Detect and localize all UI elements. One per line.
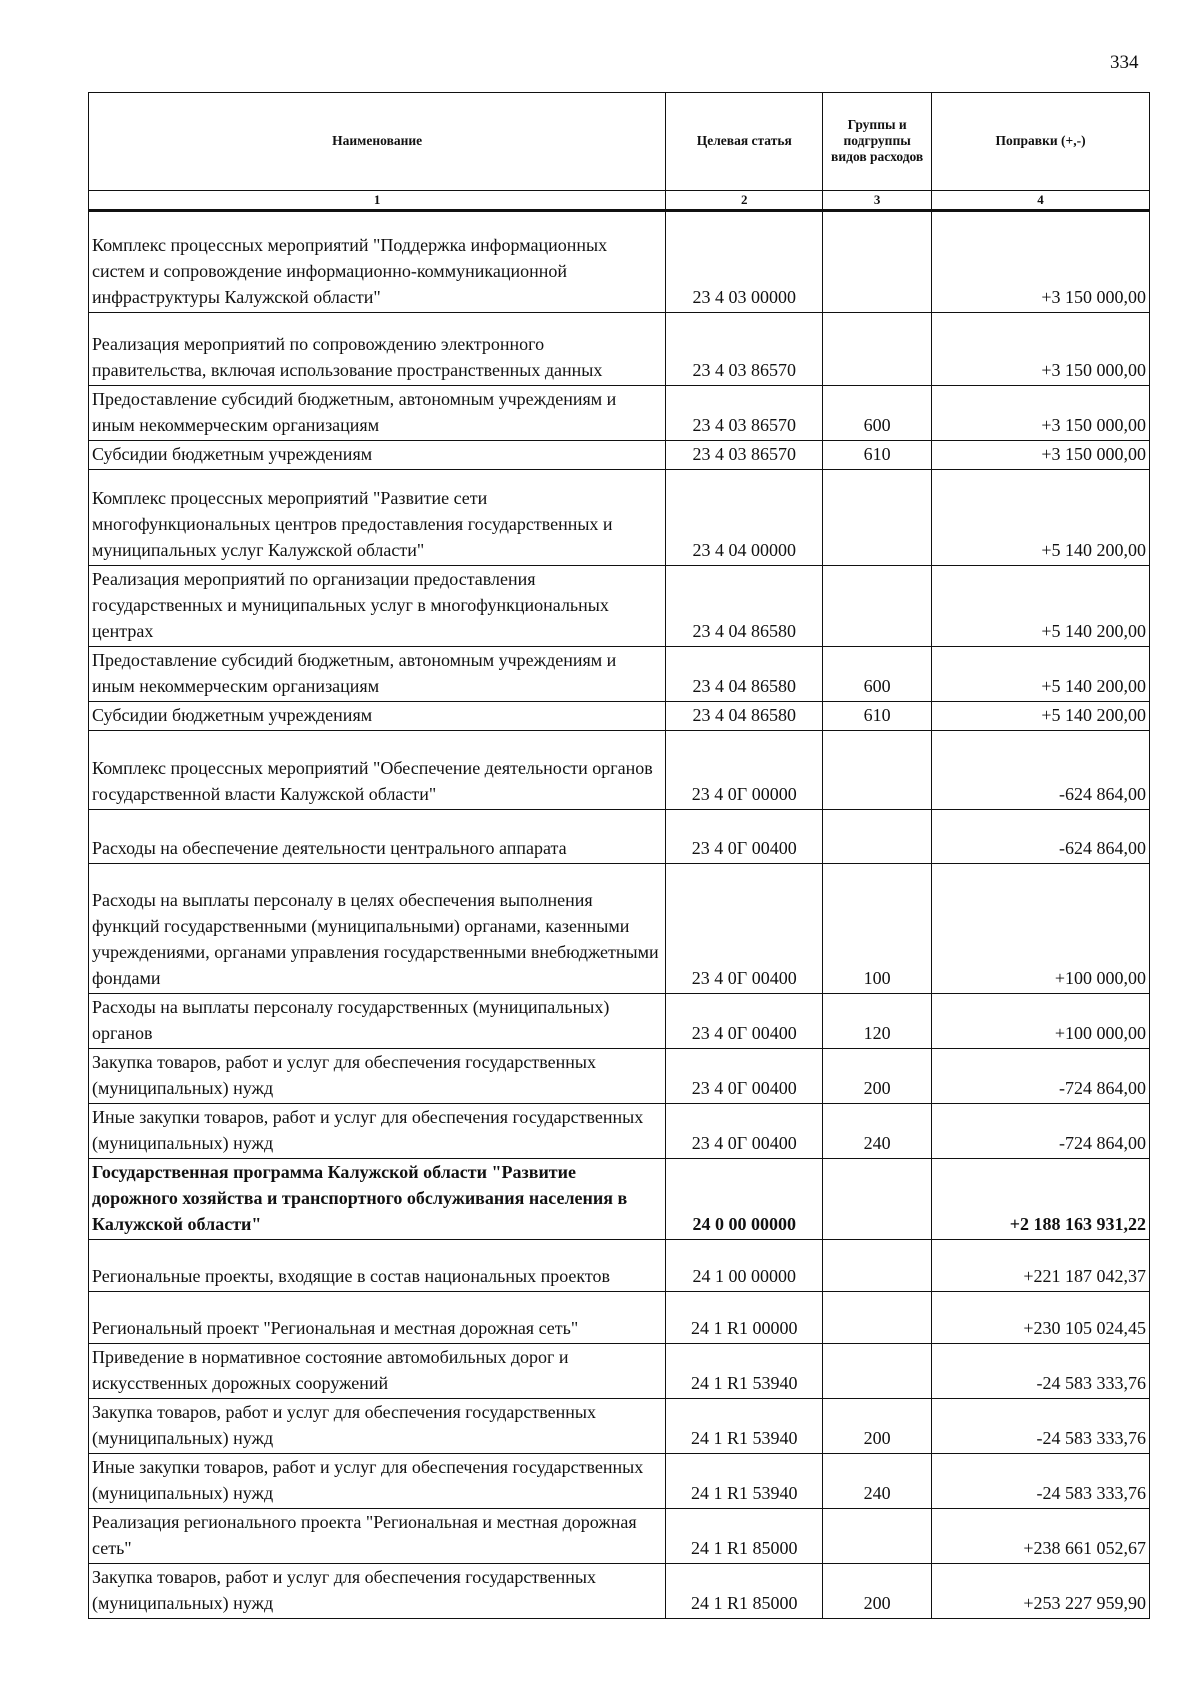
row-target-article: 24 1 R1 53940: [666, 1344, 823, 1399]
row-expense-group: [823, 810, 932, 864]
row-target-article: 23 4 0Г 00000: [666, 731, 823, 810]
table-row: [89, 313, 1150, 386]
table-row: [89, 1509, 1150, 1564]
table-row: [89, 1104, 1150, 1159]
table-row: [89, 566, 1150, 647]
row-target-article: 23 4 03 86570: [666, 441, 823, 470]
row-expense-group: 240: [823, 1454, 932, 1509]
row-target-article: 23 4 03 86570: [666, 313, 823, 386]
row-amendment: +238 661 052,67: [932, 1509, 1150, 1564]
table-row: [89, 1159, 1150, 1240]
row-name: Субсидии бюджетным учреждениям: [89, 441, 666, 470]
row-expense-group: 120: [823, 994, 932, 1049]
row-expense-group: [823, 566, 932, 647]
row-name: Комплекс процессных мероприятий "Обеспечение деятельности органов государственной власти Калужской области": [89, 731, 666, 810]
row-target-article: 23 4 0Г 00400: [666, 1049, 823, 1104]
row-amendment: +100 000,00: [932, 994, 1150, 1049]
row-target-article: 23 4 04 00000: [666, 470, 823, 566]
row-expense-group: 610: [823, 441, 932, 470]
row-name: Субсидии бюджетным учреждениям: [89, 702, 666, 731]
row-target-article: 23 4 04 86580: [666, 647, 823, 702]
row-target-article: 23 4 03 00000: [666, 211, 823, 313]
row-name: Расходы на обеспечение деятельности центрального аппарата: [89, 810, 666, 864]
row-target-article: 24 0 00 00000: [666, 1159, 823, 1240]
row-target-article: 24 1 R1 53940: [666, 1454, 823, 1509]
table-row: [89, 1454, 1150, 1509]
table-row: [89, 810, 1150, 864]
row-name: Комплекс процессных мероприятий "Поддержка информационных систем и сопровождение информационно-коммуникационной инфраструктуры Калужской области": [89, 211, 666, 313]
row-expense-group: [823, 1344, 932, 1399]
header-target-article: Целевая статья: [666, 93, 823, 191]
row-expense-group: [823, 1159, 932, 1240]
row-name: Реализация мероприятий по организации предоставления государственных и муниципальных услуг в многофункциональных центрах: [89, 566, 666, 647]
row-amendment: +253 227 959,90: [932, 1564, 1150, 1619]
row-name: Закупка товаров, работ и услуг для обеспечения государственных (муниципальных) нужд: [89, 1049, 666, 1104]
row-amendment: +5 140 200,00: [932, 702, 1150, 731]
row-expense-group: [823, 470, 932, 566]
row-amendment: -24 583 333,76: [932, 1344, 1150, 1399]
row-expense-group: 600: [823, 647, 932, 702]
row-expense-group: [823, 1509, 932, 1564]
row-expense-group: 600: [823, 386, 932, 441]
table-row: [89, 702, 1150, 731]
row-amendment: +5 140 200,00: [932, 566, 1150, 647]
row-amendment: +100 000,00: [932, 864, 1150, 994]
table-row: [89, 386, 1150, 441]
row-expense-group: 240: [823, 1104, 932, 1159]
row-amendment: -24 583 333,76: [932, 1454, 1150, 1509]
page-number: 334: [1110, 52, 1139, 73]
row-name: Региональный проект "Региональная и местная дорожная сеть": [89, 1292, 666, 1344]
row-target-article: 23 4 0Г 00400: [666, 864, 823, 994]
table-row: [89, 1049, 1150, 1104]
row-name: Закупка товаров, работ и услуг для обеспечения государственных (муниципальных) нужд: [89, 1399, 666, 1454]
header-name: Наименование: [89, 93, 666, 191]
row-target-article: 23 4 03 86570: [666, 386, 823, 441]
row-expense-group: [823, 731, 932, 810]
row-expense-group: [823, 313, 932, 386]
table-row: [89, 864, 1150, 994]
row-target-article: 23 4 0Г 00400: [666, 994, 823, 1049]
column-number-2: 2: [666, 191, 823, 211]
row-amendment: -624 864,00: [932, 731, 1150, 810]
column-number-4: 4: [932, 191, 1150, 211]
row-target-article: 23 4 04 86580: [666, 566, 823, 647]
row-amendment: -624 864,00: [932, 810, 1150, 864]
table-row: [89, 731, 1150, 810]
row-amendment: +3 150 000,00: [932, 313, 1150, 386]
row-name: Предоставление субсидий бюджетным, автономным учреждениям и иным некоммерческим организациям: [89, 386, 666, 441]
row-amendment: +3 150 000,00: [932, 386, 1150, 441]
row-name: Закупка товаров, работ и услуг для обеспечения государственных (муниципальных) нужд: [89, 1564, 666, 1619]
row-target-article: 23 4 0Г 00400: [666, 1104, 823, 1159]
table-row: [89, 1240, 1150, 1292]
row-amendment: +3 150 000,00: [932, 441, 1150, 470]
header-expense-groups: Группы и подгруппы видов расходов: [823, 93, 932, 191]
table-row: [89, 1292, 1150, 1344]
header-amendments: Поправки (+,-): [932, 93, 1150, 191]
row-target-article: 24 1 R1 85000: [666, 1509, 823, 1564]
row-amendment: -724 864,00: [932, 1104, 1150, 1159]
row-amendment: +5 140 200,00: [932, 647, 1150, 702]
row-name: Расходы на выплаты персоналу государственных (муниципальных) органов: [89, 994, 666, 1049]
row-target-article: 24 1 R1 85000: [666, 1564, 823, 1619]
row-expense-group: [823, 1240, 932, 1292]
row-amendment: -24 583 333,76: [932, 1399, 1150, 1454]
row-expense-group: [823, 211, 932, 313]
table-row: [89, 994, 1150, 1049]
row-target-article: 24 1 R1 00000: [666, 1292, 823, 1344]
row-name: Региональные проекты, входящие в состав национальных проектов: [89, 1240, 666, 1292]
table-row: [89, 211, 1150, 313]
column-number-1: 1: [89, 191, 666, 211]
row-name: Государственная программа Калужской области "Развитие дорожного хозяйства и транспортного обслуживания населения в Калужской области": [89, 1159, 666, 1240]
row-amendment: +5 140 200,00: [932, 470, 1150, 566]
row-name: Реализация регионального проекта "Региональная и местная дорожная сеть": [89, 1509, 666, 1564]
row-target-article: 24 1 R1 53940: [666, 1399, 823, 1454]
row-name: Иные закупки товаров, работ и услуг для обеспечения государственных (муниципальных) нужд: [89, 1104, 666, 1159]
row-amendment: +221 187 042,37: [932, 1240, 1150, 1292]
table-header: [89, 93, 1150, 211]
row-target-article: 24 1 00 00000: [666, 1240, 823, 1292]
row-name: Реализация мероприятий по сопровождению электронного правительства, включая использование пространственных данных: [89, 313, 666, 386]
row-target-article: 23 4 04 86580: [666, 702, 823, 731]
table-row: [89, 1564, 1150, 1619]
row-name: Предоставление субсидий бюджетным, автономным учреждениям и иным некоммерческим организациям: [89, 647, 666, 702]
row-expense-group: 200: [823, 1399, 932, 1454]
row-name: Расходы на выплаты персоналу в целях обеспечения выполнения функций государственными (муниципальными) органами, казенными учреждениями, органами управления государственными внебюджетными фондами: [89, 864, 666, 994]
row-name: Иные закупки товаров, работ и услуг для обеспечения государственных (муниципальных) нужд: [89, 1454, 666, 1509]
table-row: [89, 441, 1150, 470]
row-expense-group: [823, 1292, 932, 1344]
row-expense-group: 100: [823, 864, 932, 994]
row-expense-group: 610: [823, 702, 932, 731]
column-number-3: 3: [823, 191, 932, 211]
table-row: [89, 470, 1150, 566]
row-expense-group: 200: [823, 1564, 932, 1619]
row-amendment: +230 105 024,45: [932, 1292, 1150, 1344]
row-expense-group: 200: [823, 1049, 932, 1104]
budget-amendments-table: [88, 92, 1150, 1619]
row-amendment: -724 864,00: [932, 1049, 1150, 1104]
row-target-article: 23 4 0Г 00400: [666, 810, 823, 864]
table-row: [89, 647, 1150, 702]
row-amendment: +2 188 163 931,22: [932, 1159, 1150, 1240]
table-row: [89, 1399, 1150, 1454]
row-amendment: +3 150 000,00: [932, 211, 1150, 313]
table-row: [89, 1344, 1150, 1399]
row-name: Комплекс процессных мероприятий "Развитие сети многофункциональных центров предоставления государственных и муниципальных услуг Калужской области": [89, 470, 666, 566]
row-name: Приведение в нормативное состояние автомобильных дорог и искусственных дорожных сооружений: [89, 1344, 666, 1399]
